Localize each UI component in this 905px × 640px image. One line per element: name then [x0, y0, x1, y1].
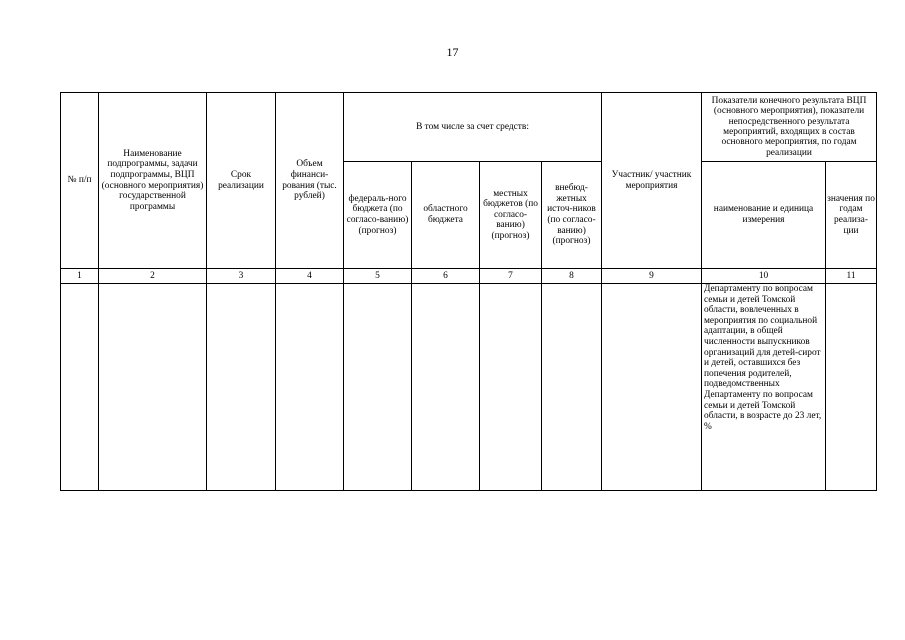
table-row	[61, 284, 877, 491]
header-indicators-group: Показатели конечного результата ВЦП (основного мероприятия), показатели непосредственного результата мероприятий, входящих в состав основного мероприятия, по годам реализации	[702, 93, 877, 162]
header-indicator-values: значения по годам реализа-ции	[826, 162, 877, 269]
column-number: 5	[344, 269, 412, 284]
header-term: Срок реализации	[207, 93, 276, 269]
column-number: 3	[207, 269, 276, 284]
cell-federal	[344, 284, 412, 491]
header-local-budgets: местных бюджетов (по согласо-ванию) (прогноз)	[480, 162, 542, 269]
cell-number	[61, 284, 99, 491]
header-number: № п/п	[61, 93, 99, 269]
cell-name	[99, 284, 207, 491]
cell-local	[480, 284, 542, 491]
header-regional-budget: областного бюджета	[412, 162, 480, 269]
page-number: 17	[446, 45, 459, 59]
program-table	[60, 92, 877, 491]
cell-participant	[602, 284, 702, 491]
cell-indicator-name: Департаменту по вопросам семьи и детей Томской области, вовлеченных в мероприятия по социальной адаптации, в общей численности выпускников организаций для детей-сирот и детей, оставшихся без попечения родителей, подведомственных Департаменту по вопросам семьи и детей Томской области, в возрасте до 23 лет, %	[702, 284, 826, 491]
cell-financing	[276, 284, 344, 491]
column-number-row	[61, 269, 877, 284]
header-extrabudgetary: внебюд-жетных источ-ников (по согласо-ванию) (прогноз)	[542, 162, 602, 269]
column-number: 8	[542, 269, 602, 284]
column-number: 4	[276, 269, 344, 284]
header-indicator-name: наименование и единица измерения	[702, 162, 826, 269]
cell-extrabudgetary	[542, 284, 602, 491]
cell-term	[207, 284, 276, 491]
header-participant: Участник/ участник мероприятия	[602, 93, 702, 269]
header-funding-group: В том числе за счет средств:	[344, 93, 602, 162]
column-number: 9	[602, 269, 702, 284]
column-number: 2	[99, 269, 207, 284]
header-financing: Объем финанси-рования (тыс. рублей)	[276, 93, 344, 269]
cell-indicator-values	[826, 284, 877, 491]
column-number: 10	[702, 269, 826, 284]
header-name: Наименование подпрограммы, задачи подпрограммы, ВЦП (основного мероприятия) государственной программы	[99, 93, 207, 269]
column-number: 11	[826, 269, 877, 284]
column-number: 7	[480, 269, 542, 284]
header-row-top	[61, 93, 877, 162]
cell-regional	[412, 284, 480, 491]
column-number: 1	[61, 269, 99, 284]
column-number: 6	[412, 269, 480, 284]
header-federal-budget: федераль-ного бюджета (по согласо-ванию) (прогноз)	[344, 162, 412, 269]
